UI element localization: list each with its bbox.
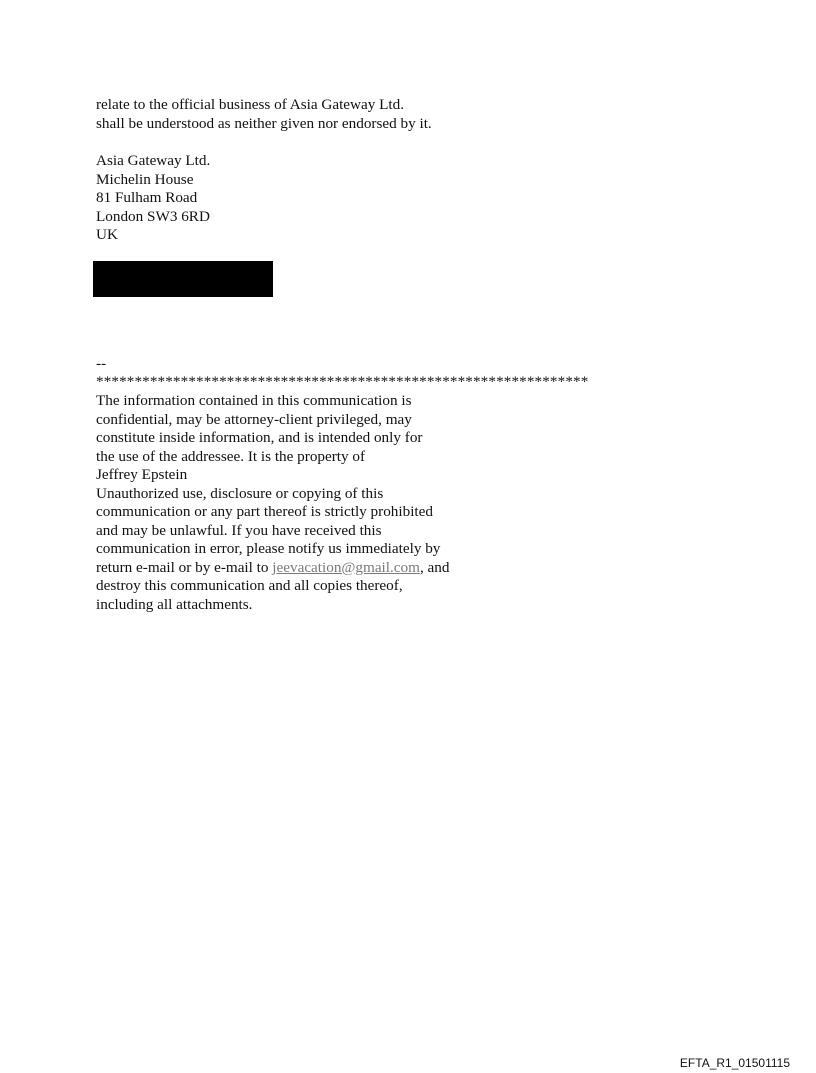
notice-line-9: communication in error, please notify us immediately by [96, 540, 441, 557]
asterisk-divider [96, 373, 588, 392]
separator-dashes-text: -- [96, 355, 107, 372]
notice-line-10-prefix: return e-mail or by e-mail to [96, 558, 273, 576]
redaction-block [93, 261, 273, 297]
address-country: UK [96, 226, 118, 243]
notice-line-11: destroy this communication and all copies thereof, [96, 577, 403, 594]
document-id: EFTA_R1_01501115 [679, 1056, 790, 1070]
intro-line-1: relate to the official business of Asia Gateway Ltd. [96, 96, 405, 113]
email-link[interactable]: jeevacation@gmail.com [272, 558, 420, 576]
address-street: 81 Fulham Road [96, 189, 198, 206]
notice-line-6: Unauthorized use, disclosure or copying of this [96, 484, 384, 502]
address-company: Asia Gateway Ltd. [96, 152, 211, 169]
intro-line-2: shall be understood as neither given nor endorsed by it. [96, 114, 432, 132]
notice-line-10-suffix: , and [419, 558, 450, 576]
signature-separator [96, 355, 106, 374]
notice-line-7: communication or any part thereof is strictly prohibited [96, 503, 433, 520]
notice-line-5: Jeffrey Epstein [96, 466, 188, 483]
notice-line-4: the use of the addressee. It is the property of [96, 447, 366, 465]
asterisk-divider-text: **************************************************************** [96, 373, 589, 390]
confidentiality-notice [96, 392, 449, 614]
notice-line-12: including all attachments. [96, 595, 253, 613]
notice-line-2: confidential, may be attorney-client privileged, may [96, 410, 412, 428]
notice-line-8: and may be unlawful. If you have received this [96, 521, 382, 539]
address-building: Michelin House [96, 170, 194, 188]
address-city: London SW3 6RD [96, 207, 210, 225]
notice-line-10 [96, 559, 449, 578]
intro-paragraph [96, 96, 432, 133]
notice-line-1: The information contained in this communication is [96, 392, 412, 409]
address-block [96, 152, 210, 245]
notice-line-3: constitute inside information, and is intended only for [96, 429, 423, 446]
